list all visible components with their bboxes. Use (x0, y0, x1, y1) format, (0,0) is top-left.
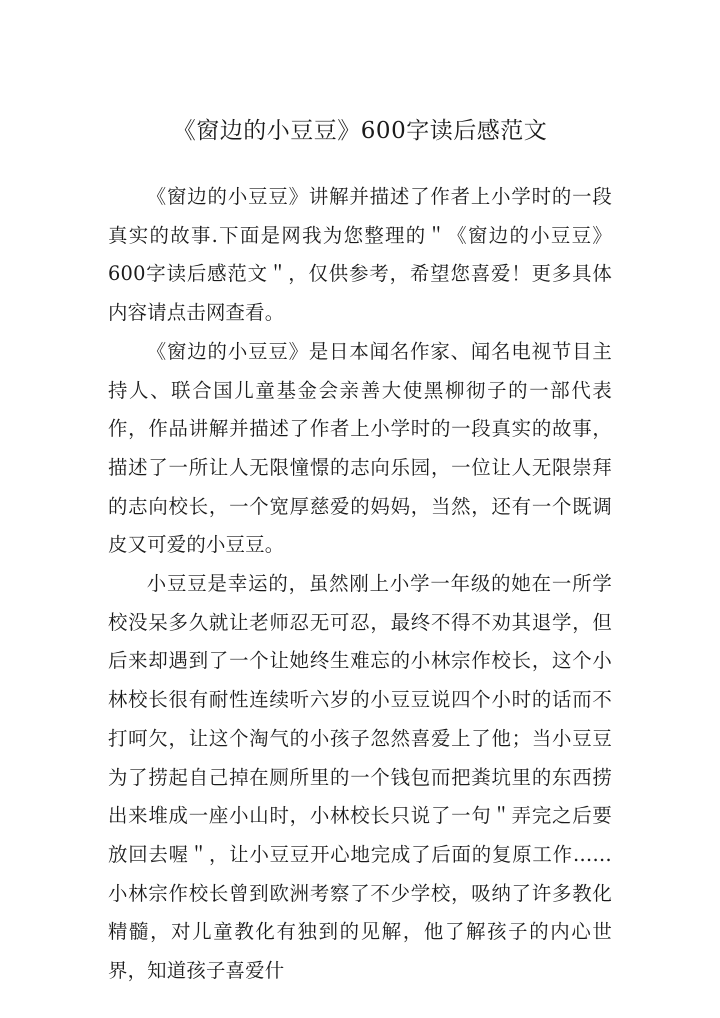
document-title: 《窗边的小豆豆》600字读后感范文 (172, 118, 548, 144)
paragraph-story: 小豆豆是幸运的，虽然刚上小学一年级的她在一所学校没呆多久就让老师忍无可忍，最终不得不劝其退学，但后来却遇到了一个让她终生难忘的小林宗作校长，这个小林校长很有耐性连续听六岁的小豆豆说四个小时的话而不打呵欠，让这个淘气的小孩子忽然喜爱上了他；当小豆豆为了捞起自己掉在厕所里的一个钱包而把粪坑里的东西捞出来堆成一座小山时，小林校长只说了一句＂弄完之后要放回去喔＂，让小豆豆开心地完成了后面的复原工作……小林宗作校长曾到欧洲考察了不少学校，吸纳了许多教化精髓，对儿童教化有独到的见解，他了解孩子的内心世界，知道孩子喜爱什 (108, 572, 612, 983)
paragraph-book-summary: 《窗边的小豆豆》是日本闻名作家、闻名电视节目主持人、联合国儿童基金会亲善大使黑柳彻子的一部代表作，作品讲解并描述了作者上小学时的一段真实的故事，描述了一所让人无限憧憬的志向乐园，一位让人无限崇拜的志向校长，一个宽厚慈爱的妈妈，当然，还有一个既调皮又可爱的小豆豆。 (108, 339, 612, 557)
paragraph-intro: 《窗边的小豆豆》讲解并描述了作者上小学时的一段真实的故事.下面是网我为您整理的＂《窗边的小豆豆》600字读后感范文＂，仅供参考，希望您喜爱！更多具体内容请点击网查看。 (108, 185, 612, 325)
document-body (108, 178, 612, 991)
